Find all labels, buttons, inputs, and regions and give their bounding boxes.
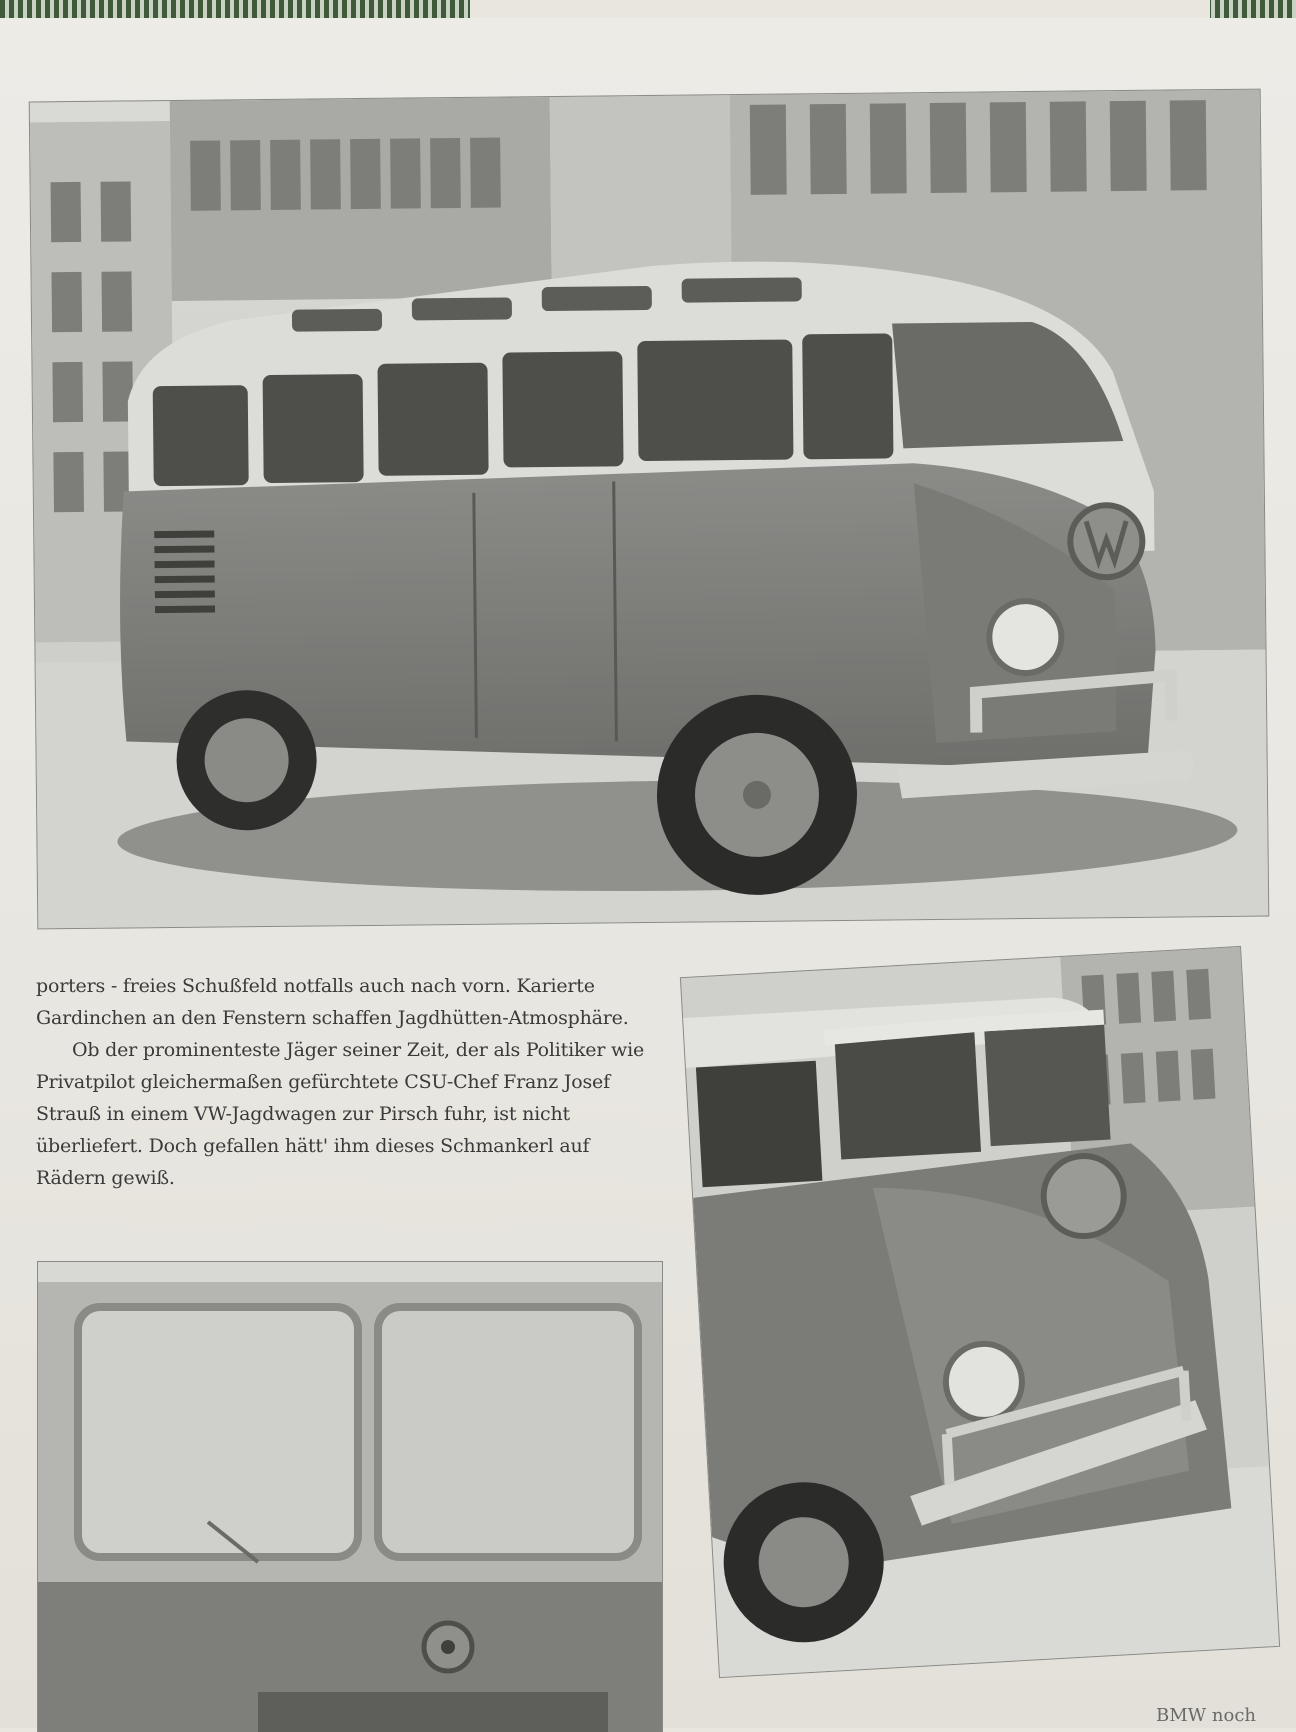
page-top-gap bbox=[470, 0, 1210, 20]
article-text bbox=[36, 970, 646, 1194]
photo-vw-bus-rear-view bbox=[38, 1262, 662, 1732]
article-paragraph-2: Ob der prominenteste Jäger seiner Zeit, der als Politiker wie Privatpilot gleichermaßen gefürchtete CSU-Chef Franz Josef Strauß in einem VW-Jagdwagen zur Pirsch fuhr, ist nicht überliefert. Doch gefallen hätt' ihm dieses Schmankerl auf Rädern gewiß. bbox=[36, 1039, 645, 1189]
photo-vw-bus-front-view bbox=[681, 947, 1279, 1677]
next-page-text-fragment: BMW noch bbox=[1156, 1705, 1256, 1726]
article-paragraph-1: porters - freies Schußfeld notfalls auch nach vorn. Karierte Gardinchen an den Fenstern schaffen Jagdhütten-Atmosphäre. bbox=[36, 975, 629, 1029]
photo-vw-bus-side-view bbox=[30, 90, 1269, 929]
